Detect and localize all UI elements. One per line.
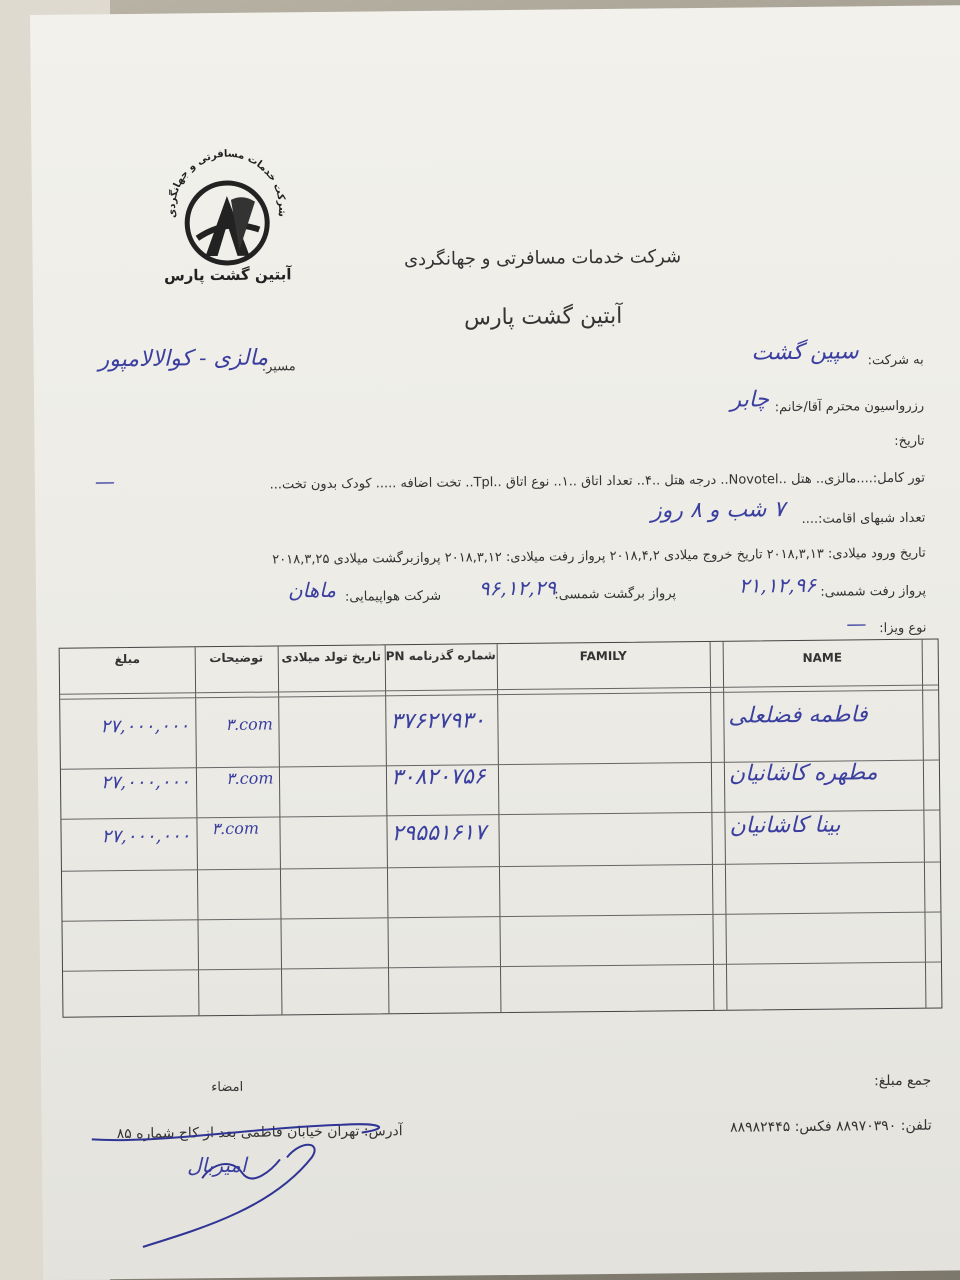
flight-out-label: پرواز رفت شمسی: [820,583,927,600]
passenger-table [59,639,943,1018]
row2-notes: ۳.com [225,768,274,788]
row3-notes: ۳.com [211,818,260,839]
row1-passport: ۳۷۶۲۷۹۳۰ [390,708,486,735]
logo-arc-text: شرکت خدمات مسافرتی و جهانگردی [166,148,288,219]
reservation-label: رزرواسیون محترم آقا/خانم: [774,398,925,416]
flight-back-label: پرواز برگشت شمسی: [554,586,677,603]
signature-text: امیربال [186,1152,247,1178]
company-title: شرکت خدمات مسافرتی و جهانگردی [403,246,682,271]
airline-label: شرکت هواپیمایی: [344,588,442,605]
row3-name: بینا کاشانیان [729,812,841,839]
dates-line: تاریخ ورود میلادی: ۲۰۱۸,۳,۱۳ تاریخ خروج میلادی ۲۰۱۸,۴,۲ پرواز رفت میلادی: ۲۰۱۸,۳,۱۲ پروازبرگشت میلادی ۲۰۱۸,۳,۲۵ [272,545,926,568]
company-name: آبتین گشت پارس [463,303,623,331]
route-label: مسیر: [261,359,296,375]
tour-dash: — [94,469,116,494]
nights-value: ۷ شب و ۸ روز [650,497,786,524]
route-value: مالزی - کوالالامپور [98,345,269,373]
company-logo [156,137,298,288]
total-label: جمع مبلغ: [873,1072,932,1090]
sign-label: امضاء [211,1079,244,1096]
address-line: آدرس: تهران خیابان فاطمی بعد از کاج شماره ۸۵ [116,1123,403,1143]
reservation-form-sheet [30,5,960,1280]
airline-value: ماهان [287,577,337,603]
row2-amount: ۲۷,۰۰۰,۰۰۰ [100,771,190,794]
visa-label: نوع ویزا: [879,620,927,637]
flight-back-value: ۹۶,۱۲,۲۹ [478,575,557,601]
header-birth-date: تاریخ تولد میلادی [281,649,382,665]
to-company-label: به شرکت: [867,352,924,369]
header-amount: مبلغ [114,651,141,667]
row3-passport: ۲۹۵۵۱۶۱۷ [391,820,487,847]
row2-passport: ۳۰۸۲۰۷۵۶ [390,764,486,791]
header-notes: توضیحات [209,650,264,666]
handwritten-signature [82,1116,403,1259]
header-passport: شماره گذرنامه PN [385,648,496,664]
row1-notes: ۳.com [225,714,273,734]
date-label: تاریخ: [894,433,925,449]
reservation-value: چابر [730,387,770,413]
header-family: FAMILY [579,648,627,664]
row3-amount: ۲۷,۰۰۰,۰۰۰ [101,825,191,848]
header-name: NAME [802,650,843,665]
row1-amount: ۲۷,۰۰۰,۰۰۰ [100,715,190,738]
row2-name: مطهره کاشانیان [728,760,878,787]
row1-name: فاطمه فضلعلی [728,702,868,729]
flight-out-value: ۲۱,۱۲,۹۶ [738,572,817,598]
visa-value: — [846,611,867,636]
phone-fax-line: تلفن: ۸۸۹۷۰۳۹۰ فکس: ۸۸۹۸۲۴۴۵ [729,1117,932,1136]
logo-name-text: آبتین گشت پارس [163,265,292,285]
tour-details-line: تور کامل:....مالزی.. هتل ..Novotel.. درجه هتل ..۴.. تعداد اتاق ..۱.. نوع اتاق ..Tpl.. تخت اضافه ..... کودک بدون تخت... [269,470,925,493]
to-company-value: سپین گشت [751,339,859,366]
nights-label: تعداد شبهای اقامت:.... [801,510,926,527]
